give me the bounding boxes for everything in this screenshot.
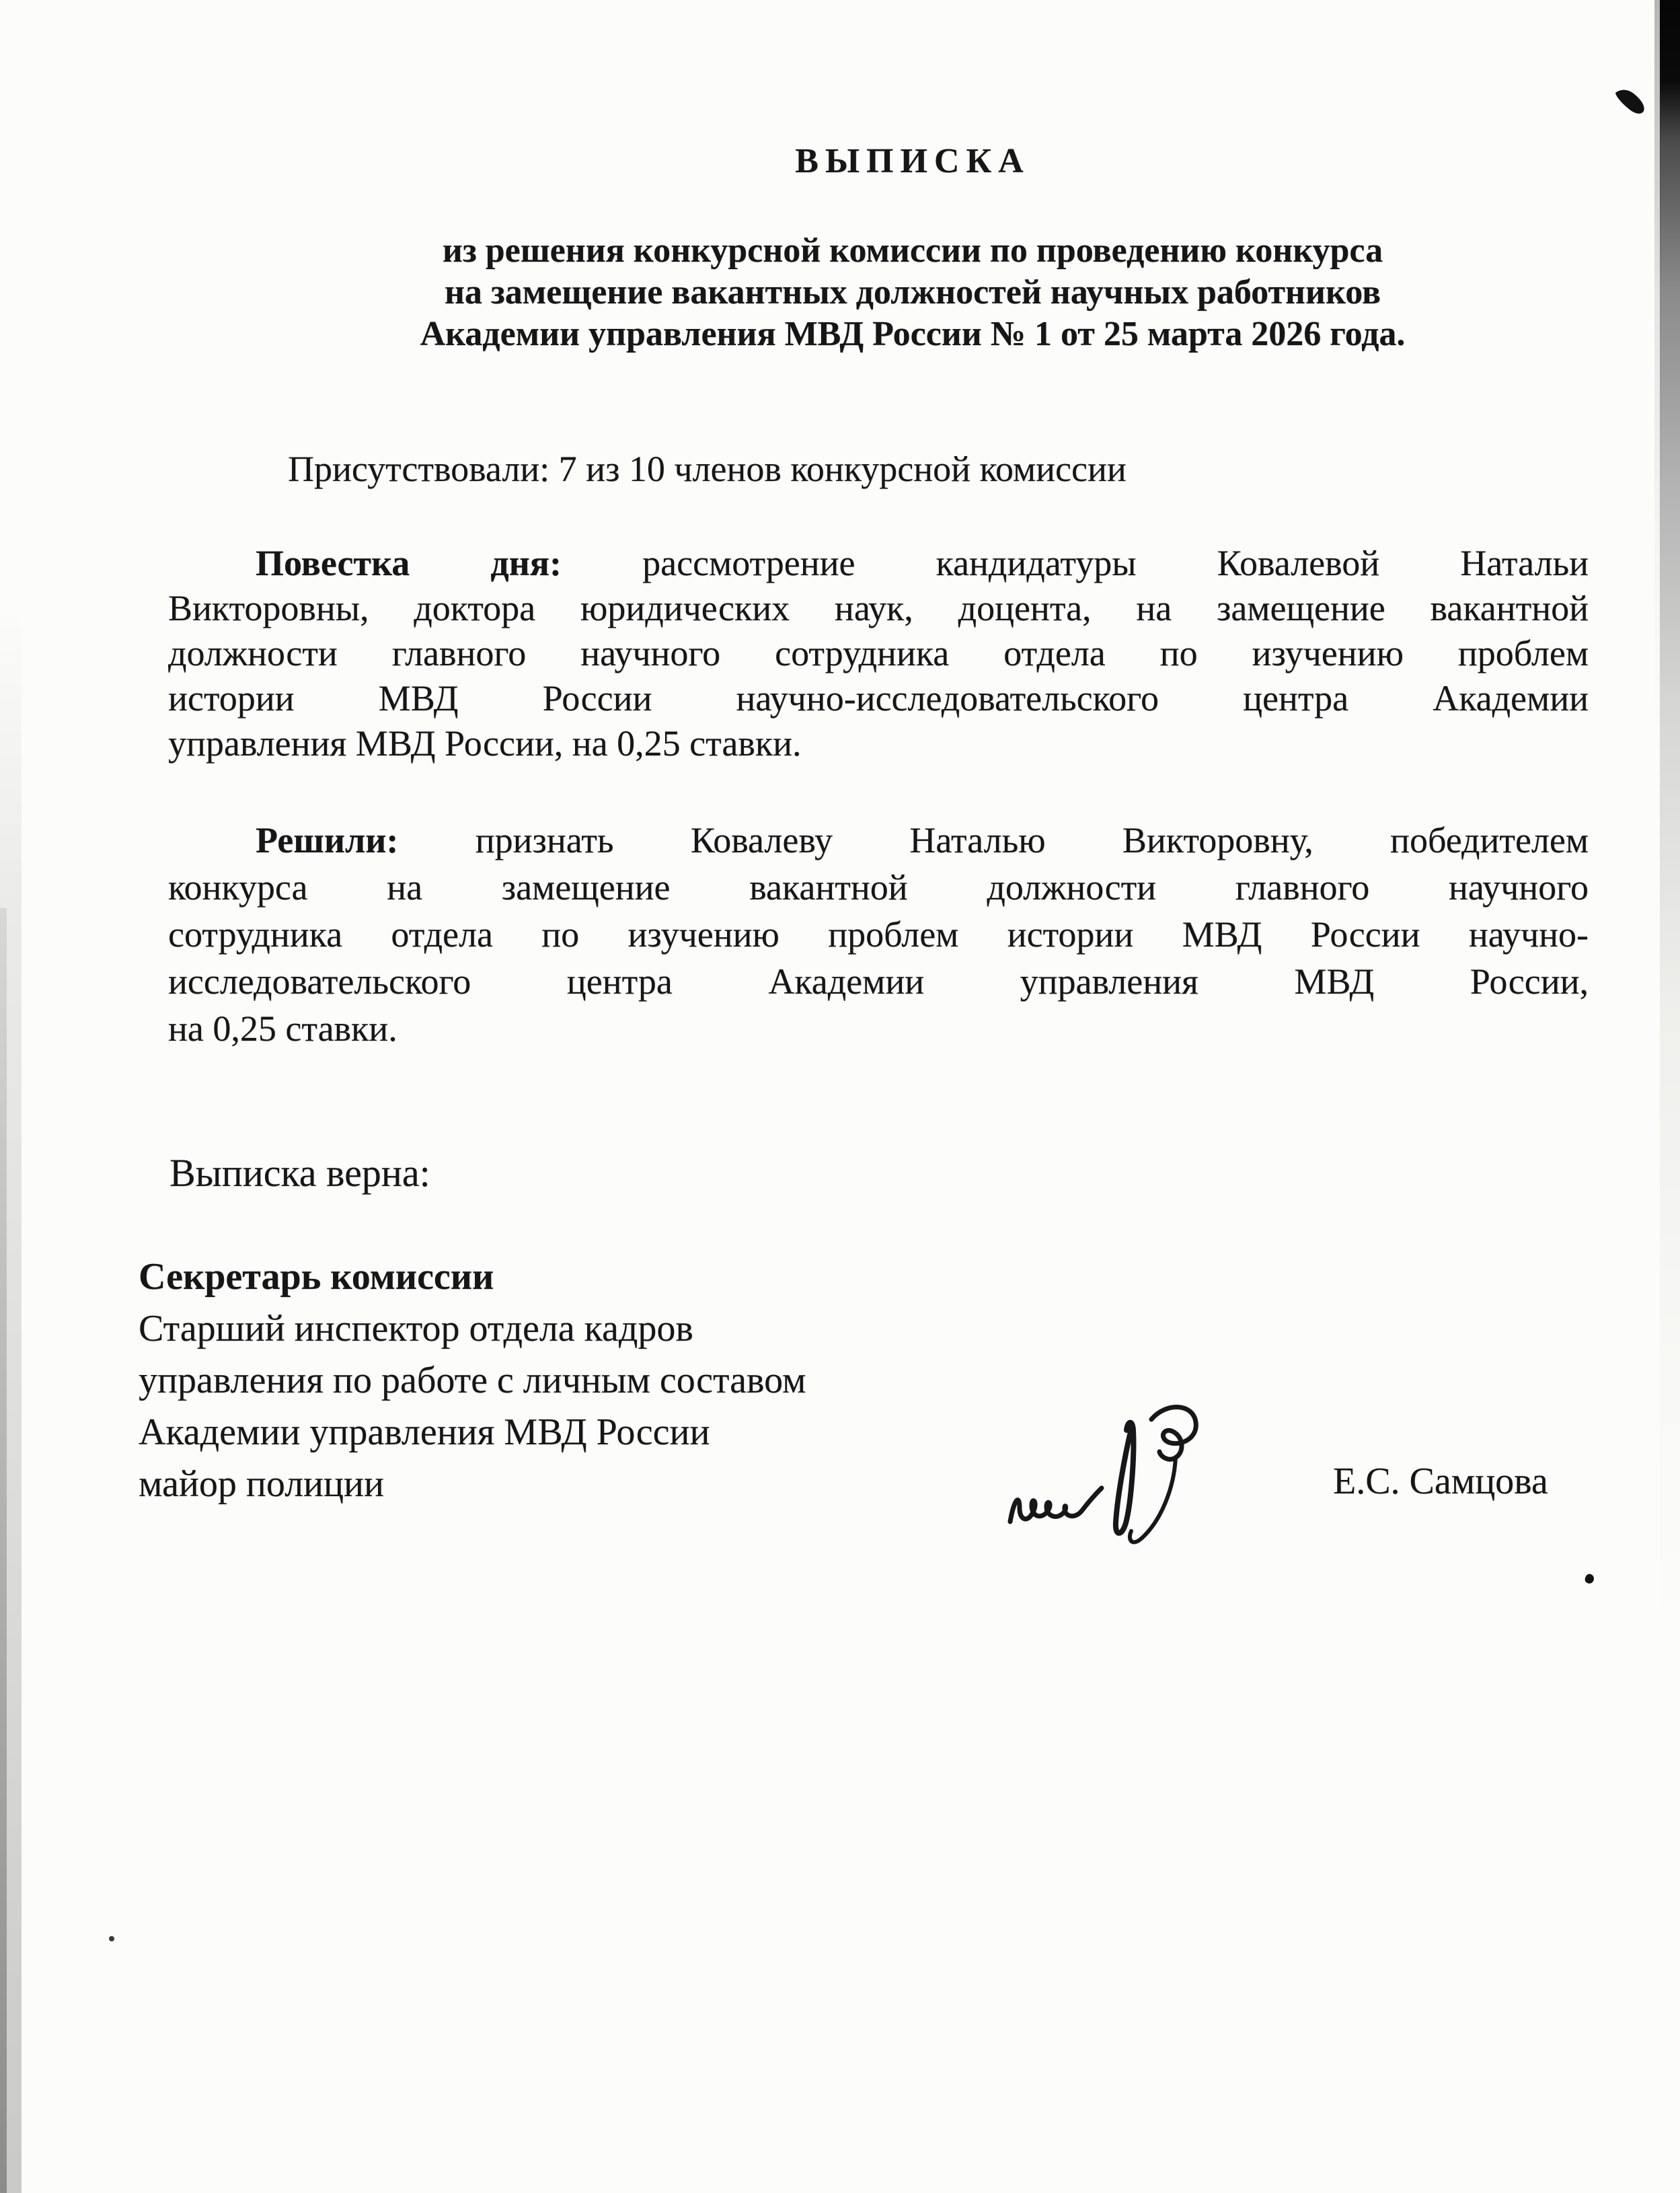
agenda-line: должности главного научного сотрудника отдела по изучению проблем — [168, 633, 1589, 673]
decision-line: исследовательского центра Академии управления МВД России, — [168, 961, 1589, 1002]
agenda-line — [168, 541, 1589, 586]
subtitle-line: на замещение вакантных должностей научных работников — [444, 273, 1381, 311]
agenda-paragraph — [168, 541, 1589, 766]
decision-paragraph — [168, 817, 1589, 1052]
ink-dot — [109, 1936, 114, 1941]
decision-text: признать Ковалеву Наталью Викторовну, победителем — [475, 820, 1589, 860]
signatory-line: управления по работе с личным составом — [139, 1360, 806, 1401]
signatory-block — [139, 1251, 806, 1510]
handwritten-signature-icon — [999, 1390, 1221, 1565]
decision-label: Решили: — [256, 820, 399, 860]
agenda-label: Повестка дня: — [256, 543, 562, 583]
pen-stroke-mark-icon — [1613, 87, 1649, 116]
certification-line: Выписка верна: — [169, 1151, 430, 1195]
decision-line: конкурса на замещение вакантной должности главного научного — [168, 867, 1589, 907]
signature-scribble — [999, 1390, 1221, 1565]
decision-line: сотрудника отдела по изучению проблем истории МВД России научно- — [168, 914, 1589, 955]
scanner-edge-shadow-left-inner — [0, 908, 7, 2193]
document-title: ВЫПИСКА — [795, 142, 1030, 180]
scanner-edge-shadow-right — [1660, 0, 1680, 1682]
subtitle-line: из решения конкурсной комиссии по проведению конкурса — [442, 231, 1383, 270]
agenda-line: управления МВД России, на 0,25 ставки. — [168, 723, 802, 764]
agenda-line: Викторовны, доктора юридических наук, доцента, на замещение вакантной — [168, 588, 1589, 628]
scanner-edge-shadow-right-inner — [1654, 0, 1661, 740]
signatory-line: Старший инспектор отдела кадров — [139, 1308, 693, 1349]
subtitle-line: Академии управления МВД России № 1 от 25 марта 2026 года. — [420, 315, 1406, 353]
document-subtitle — [363, 230, 1462, 355]
signatory-line: майор полиции — [139, 1463, 384, 1505]
signatory-name: Е.С. Самцова — [1333, 1460, 1548, 1502]
signatory-line: Академии управления МВД России — [139, 1411, 710, 1453]
decision-line: на 0,25 ставки. — [168, 1008, 397, 1049]
agenda-line: истории МВД России научно-исследовательского центра Академии — [168, 678, 1589, 718]
ink-dot — [1584, 1573, 1596, 1585]
attendance-line: Присутствовали: 7 из 10 членов конкурсной комиссии — [288, 449, 1127, 489]
decision-line — [168, 817, 1589, 864]
signatory-role: Секретарь комиссии — [139, 1256, 494, 1298]
agenda-text: рассмотрение кандидатуры Ковалевой Натальи — [642, 543, 1589, 583]
